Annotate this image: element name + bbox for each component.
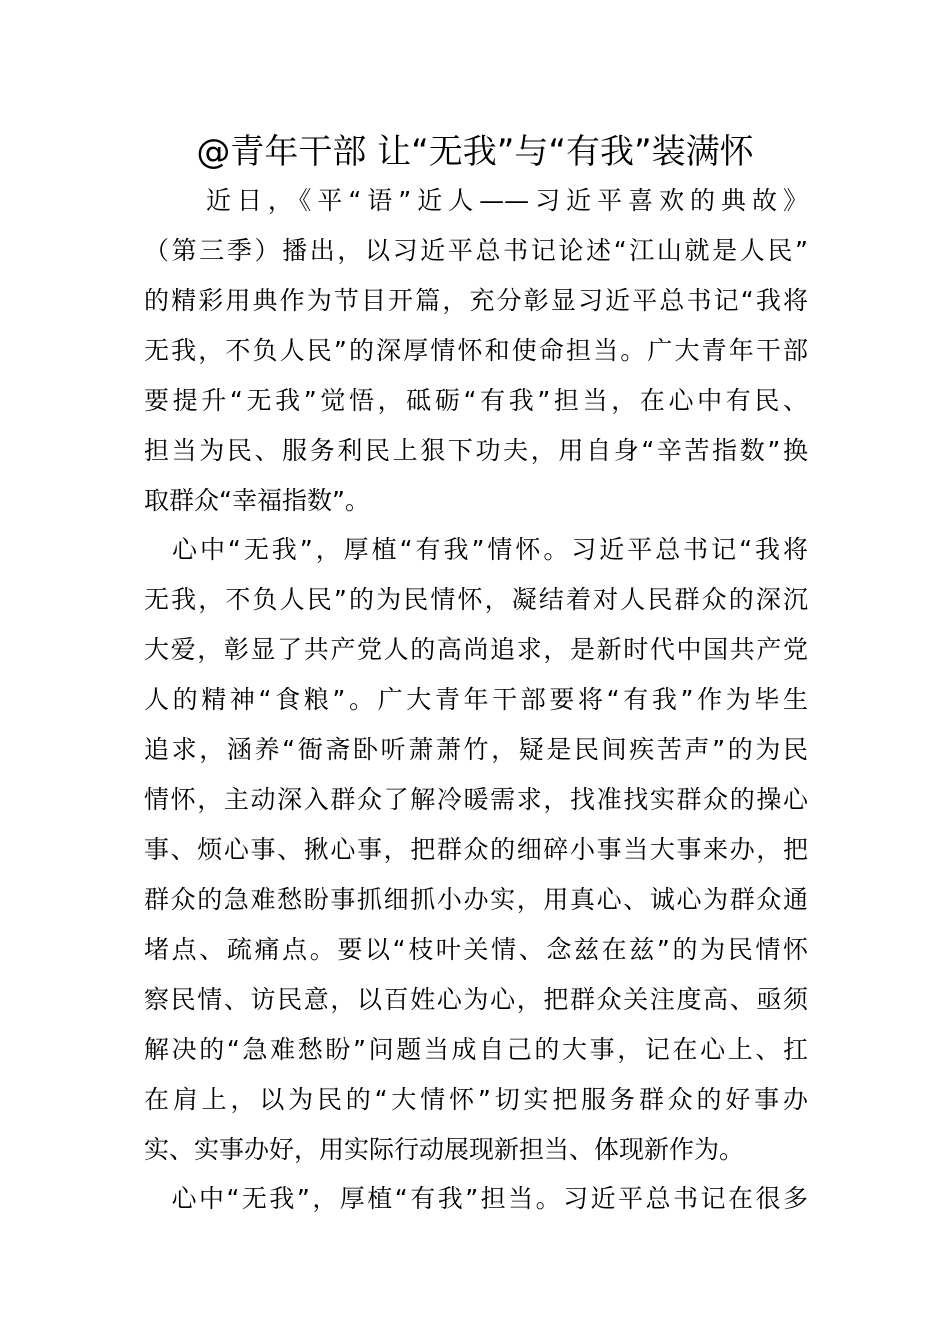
text-line: 在肩上，以为民的“大情怀”切实把服务群众的好事办 [144, 1085, 808, 1114]
text-line: 担当为民、服务利民上狠下功夫，用自身“辛苦指数”换 [144, 436, 808, 465]
text-line: （第三季）播出，以习近平总书记论述“江山就是人民” [144, 236, 808, 265]
text-line: 群众的急难愁盼事抓细抓小办实，用真心、诚心为群众通 [144, 885, 808, 914]
text-line: 实、实事办好，用实际行动展现新担当、体现新作为。 [144, 1135, 745, 1164]
text-line: 取群众“幸福指数”。 [144, 486, 370, 515]
text-line: 无我，不负人民”的为民情怀，凝结着对人民群众的深沉 [144, 585, 808, 614]
text-line: 堵点、疏痛点。要以“枝叶关情、念兹在兹”的为民情怀 [144, 935, 808, 964]
text-line: 心中“无我”，厚植“有我”情怀。习近平总书记“我将 [144, 535, 808, 564]
article-title: @青年干部 让“无我”与“有我”装满怀 [196, 132, 754, 172]
text-line: 察民情、访民意，以百姓心为心，把群众关注度高、亟须 [144, 985, 808, 1014]
text-line: 追求，涵养“衙斋卧听萧萧竹，疑是民间疾苦声”的为民 [144, 735, 808, 764]
text-line: 无我，不负人民”的深厚情怀和使命担当。广大青年干部 [144, 336, 808, 365]
text-line: 近日，《平“语”近人——习近平喜欢的典故》 [144, 186, 808, 215]
text-line: 解决的“急难愁盼”问题当成自己的大事，记在心上、扛 [144, 1035, 808, 1064]
text-line: 大爱，彰显了共产党人的高尚追求，是新时代中国共产党 [144, 635, 808, 664]
text-line: 心中“无我”，厚植“有我”担当。习近平总书记在很多 [144, 1184, 808, 1213]
text-line: 情怀，主动深入群众了解冷暖需求，找准找实群众的操心 [144, 785, 808, 814]
text-line: 人的精神“食粮”。广大青年干部要将“有我”作为毕生 [144, 685, 808, 714]
text-line: 事、烦心事、揪心事，把群众的细碎小事当大事来办，把 [144, 835, 808, 864]
text-line: 的精彩用典作为节目开篇，充分彰显习近平总书记“我将 [144, 286, 808, 315]
text-line: 要提升“无我”觉悟，砥砺“有我”担当，在心中有民、 [144, 386, 808, 415]
